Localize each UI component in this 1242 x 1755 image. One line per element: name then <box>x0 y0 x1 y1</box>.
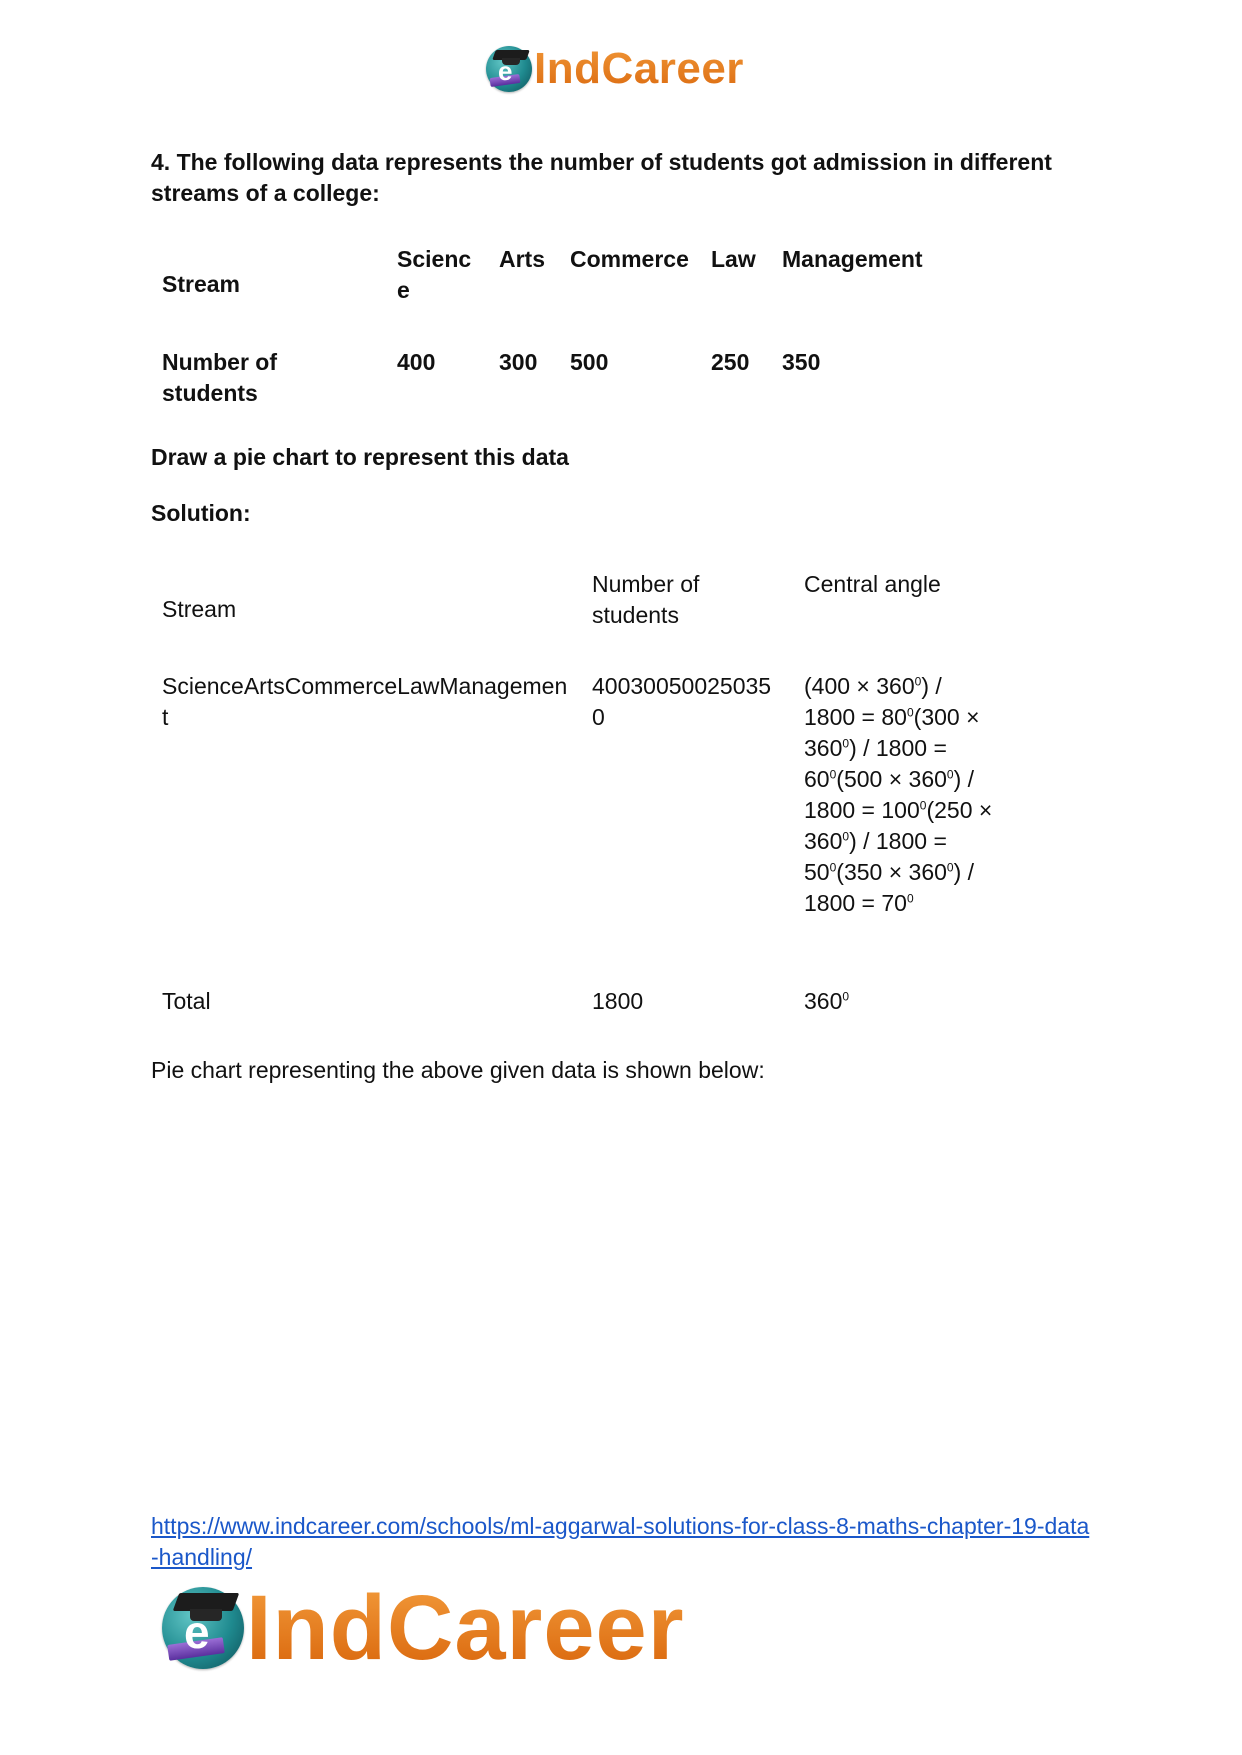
value-arts: 300 <box>499 349 538 375</box>
col-commerce: Commerce <box>570 246 689 272</box>
logo-wordmark: IndCareer <box>246 1577 685 1679</box>
value-commerce: 500 <box>570 349 609 375</box>
value-science: 400 <box>397 349 436 375</box>
sol-header-students-line2: students <box>592 602 679 628</box>
sol-total-label: Total <box>162 988 211 1014</box>
sol-total-students: 1800 <box>592 988 644 1014</box>
sol-header-stream: Stream <box>162 596 237 622</box>
angle-line-2: $1800 = 80^0(300$ × <box>804 704 980 730</box>
header-logo <box>486 40 744 98</box>
solution-label: Solution: <box>151 500 251 526</box>
angle-line-8: $1800 = 70^0$ <box>804 890 914 916</box>
sol-header-angle: Central angle <box>804 571 941 597</box>
pie-caption: Pie chart representing the above given data is shown below: <box>151 1057 765 1083</box>
source-link-line2[interactable]: -handling/ <box>151 1544 253 1570</box>
sol-streams-line2: t <box>162 704 169 730</box>
angle-line-1: $(400 \times 360^0)$ / <box>804 673 942 699</box>
col-science-line2: e <box>397 277 410 303</box>
row-header-stream: Stream <box>162 271 240 297</box>
instruction-text: Draw a pie chart to represent this data <box>151 444 569 470</box>
footer-logo <box>162 1577 685 1679</box>
sol-students-line2: 0 <box>592 704 605 730</box>
angle-line-6: $360^0) / 1800$ = <box>804 828 947 854</box>
graduation-cap-icon <box>162 1587 244 1669</box>
source-link-line1[interactable]: https://www.indcareer.com/schools/ml-aggarwal-solutions-for-class-8-maths-chapter-19-data <box>151 1513 1090 1539</box>
angle-line-5: $1800 = 100^0(250$ × <box>804 797 993 823</box>
sol-total-angle: $360^0$ <box>804 988 850 1014</box>
angle-line-4: $60^0(500 \times 360^0)$ / <box>804 766 975 792</box>
sol-header-students-line1: Number of <box>592 571 700 597</box>
row-header-students-line2: students <box>162 380 258 406</box>
sol-students-line1: 40030050025035 <box>592 673 772 699</box>
graduation-cap-icon <box>486 46 532 92</box>
angle-line-3: $360^0) / 1800$ = <box>804 735 947 761</box>
question-text: 4. The following data represents the number of students got admission in different streams of a college: <box>151 149 1052 206</box>
col-management: Management <box>782 246 923 272</box>
row-header-students-line1: Number of <box>162 349 277 375</box>
value-management: 350 <box>782 349 821 375</box>
source-link[interactable] <box>151 1511 1111 1573</box>
col-law: Law <box>711 246 756 272</box>
sol-streams-line1: ScienceArtsCommerceLawManagemen <box>162 673 568 699</box>
logo-letter: e <box>184 1606 210 1658</box>
angle-line-7: $50^0(350 \times 360^0)$ / <box>804 859 975 885</box>
logo-wordmark: IndCareer <box>534 40 744 98</box>
logo-letter: e <box>498 56 513 86</box>
col-science-line1: Scienc <box>397 246 472 272</box>
value-law: 250 <box>711 349 750 375</box>
col-arts: Arts <box>499 246 546 272</box>
